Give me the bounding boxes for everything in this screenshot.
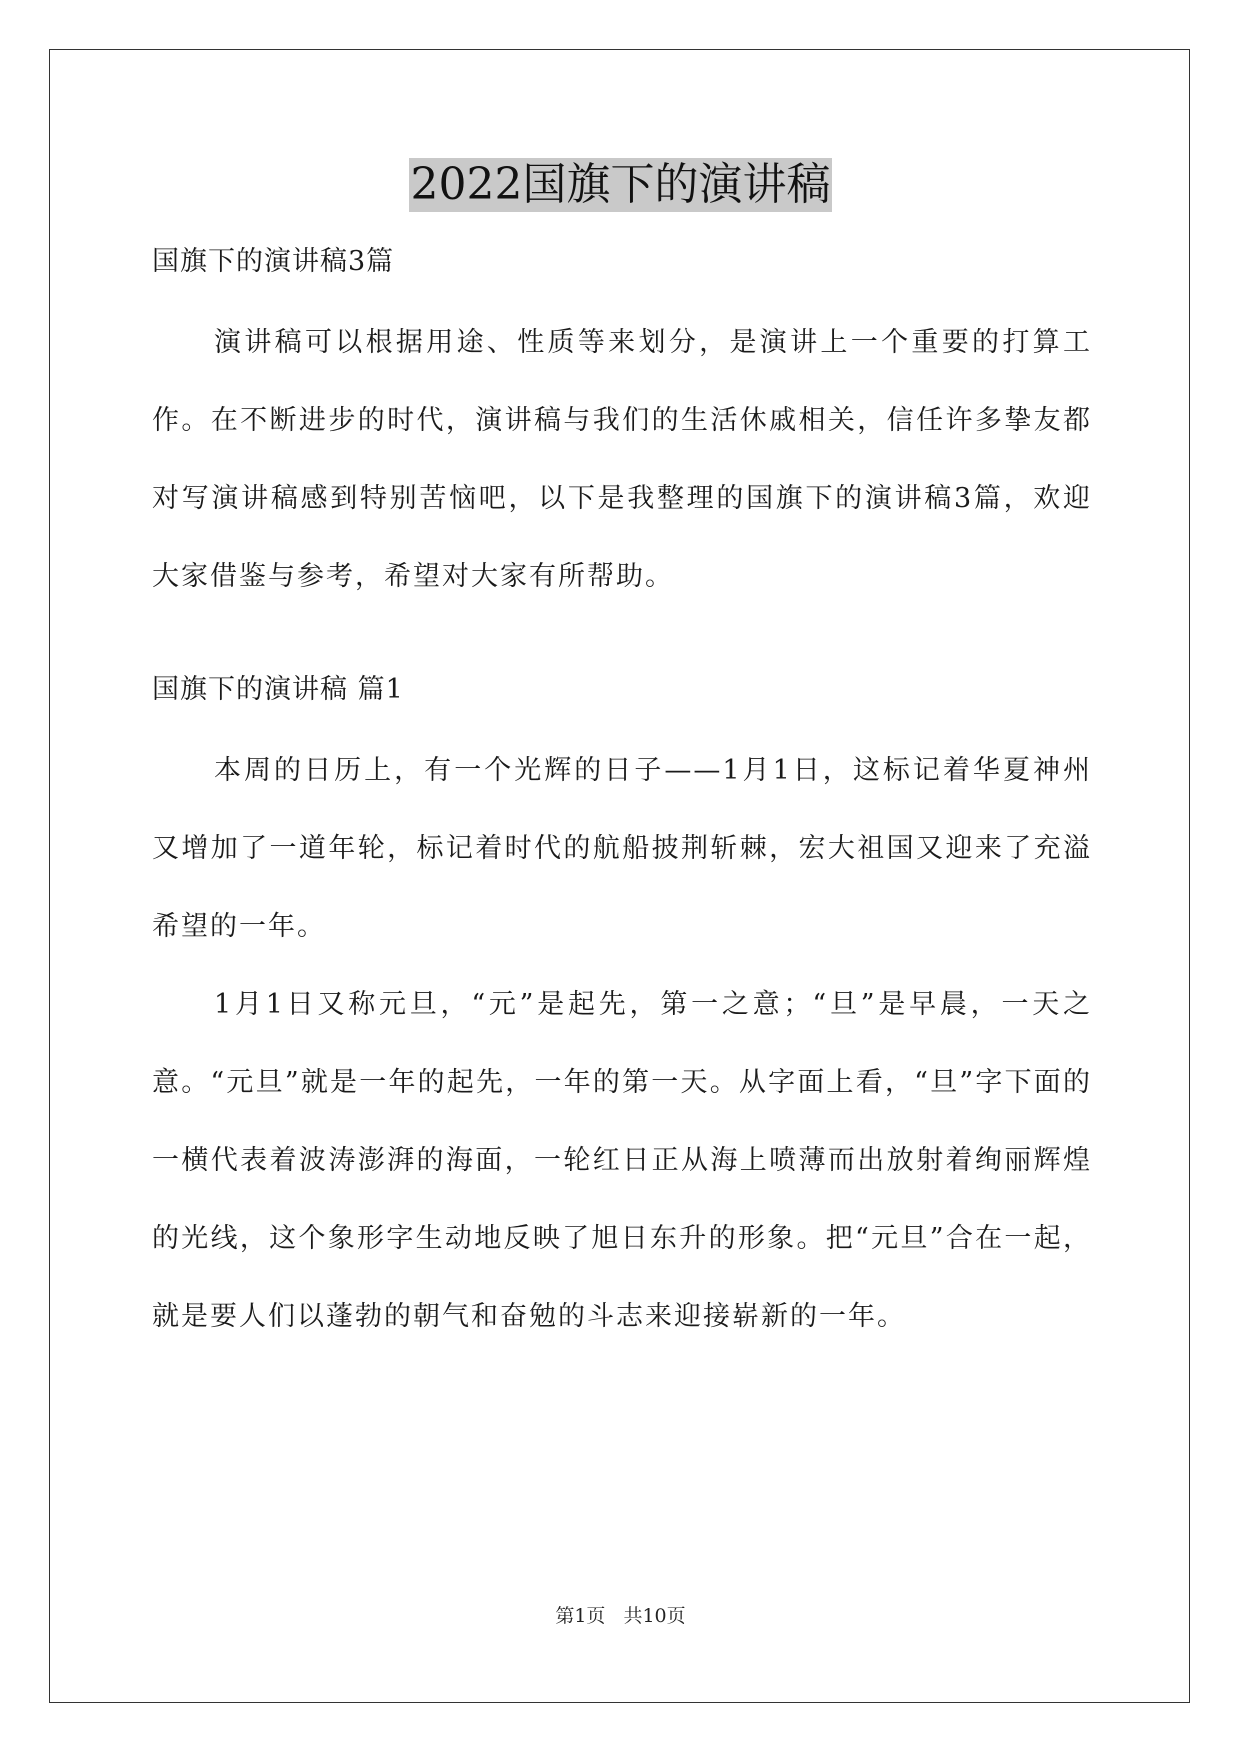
section-paragraph-1: 本周的日历上，有一个光辉的日子——1月1日，这标记着华夏神州又增加了一道年轮，标记着时代的航船披荆斩棘，宏大祖国又迎来了充溢希望的一年。 xyxy=(152,755,1092,942)
section-paragraph-2: 1月1日又称元旦，“元”是起先，第一之意；“旦”是早晨，一天之意。“元旦”就是一年的起先，一年的第一天。从字面上看，“旦”字下面的一横代表着波涛澎湃的海面，一轮红日正从海上喷薄而出放射着绚丽辉煌的光线，这个象形字生动地反映了旭日东升的形象。把“元旦”合在一起，就是要人们以蓬勃的朝气和奋勉的斗志来迎接崭新的一年。 xyxy=(152,989,1092,1332)
page-footer xyxy=(0,1601,1241,1628)
intro-paragraph: 演讲稿可以根据用途、性质等来划分，是演讲上一个重要的打算工作。在不断进步的时代，演讲稿与我们的生活休戚相关，信任许多挚友都对写演讲稿感到特别苦恼吧，以下是我整理的国旗下的演讲稿3篇，欢迎大家借鉴与参考，希望对大家有所帮助。 xyxy=(152,327,1092,592)
title-wrap xyxy=(0,158,1241,212)
intro-block xyxy=(152,304,1092,616)
document-subtitle: 国旗下的演讲稿3篇 xyxy=(152,246,395,277)
page-total: 共10页 xyxy=(623,1605,686,1627)
section-heading: 国旗下的演讲稿 篇1 xyxy=(152,674,404,705)
document-title: 2022国旗下的演讲稿 xyxy=(410,159,831,210)
section-body xyxy=(152,732,1092,1356)
page-number: 第1页 xyxy=(555,1605,606,1627)
